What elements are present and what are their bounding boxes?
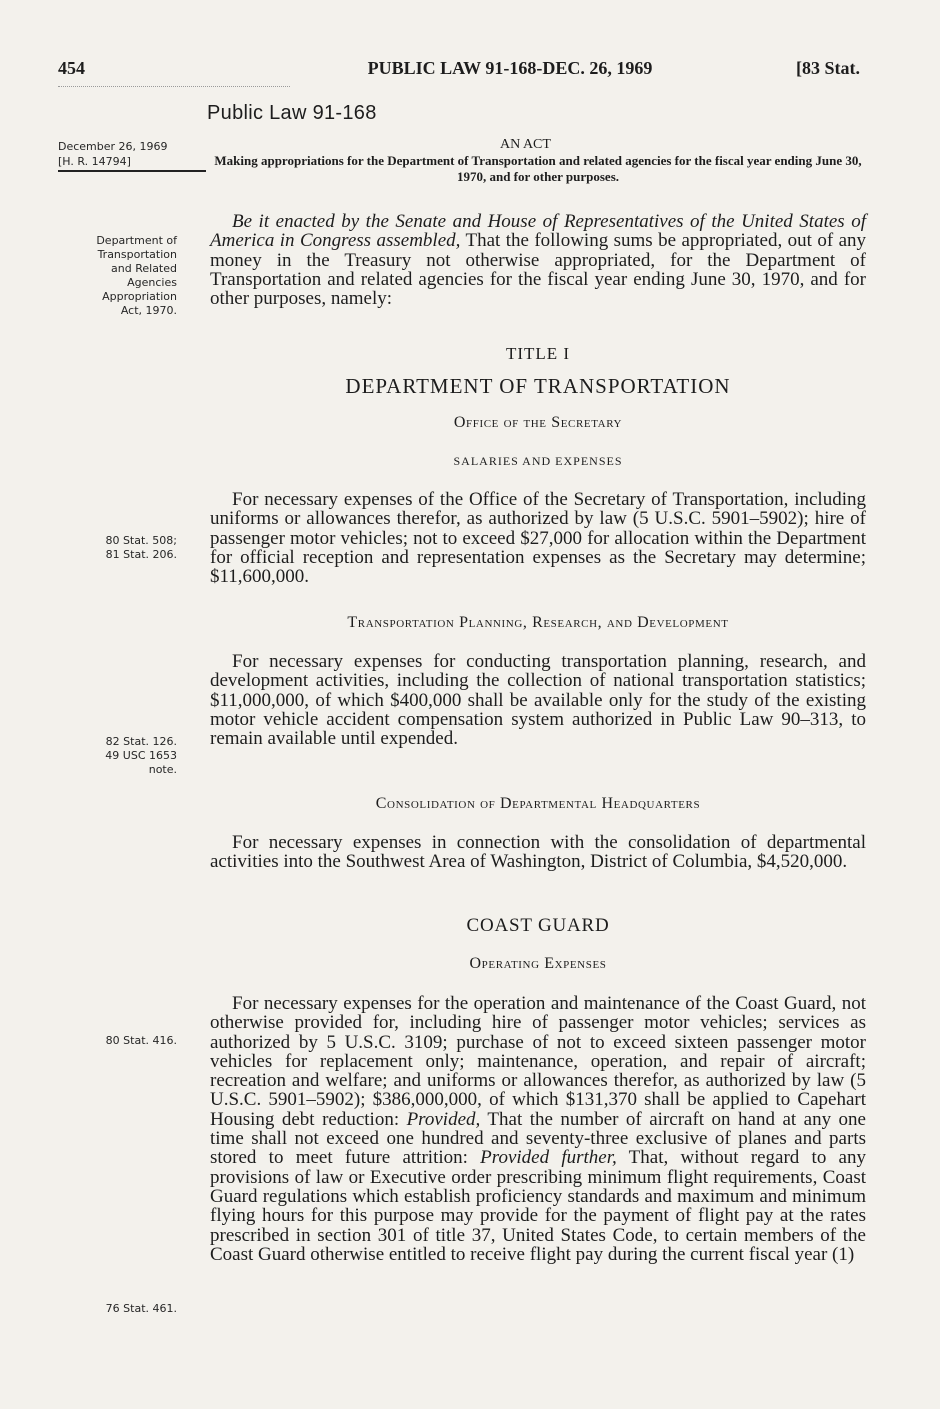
law-title: Public Law 91-168: [207, 102, 377, 124]
department-heading: DEPARTMENT OF TRANSPORTATION: [345, 374, 731, 398]
coast-guard-text-a: For necessary expenses for the operation and maintenance of the Coast Guard, not otherwise provided for, including hire of passenger motor vehicles; services as authorized by 5 U.S.C. 3109; purchase of not to exceed sixteen passenger motor vehicles for replacement only; maintenance, operation, and repair of aircraft; recreation and welfare; and uniforms or allowances therefor, as authorized by law (5 U.S.C. 5901–5902); $386,000,000, of which $131,370 shall be applied to Capehart Housing debt reduction:: [210, 993, 866, 1130]
planning-heading: Transportation Planning, Research, and Development: [347, 614, 729, 631]
paragraph-coast-guard: [210, 994, 866, 1264]
act-date: December 26, 1969: [58, 140, 168, 153]
salaries-heading: SALARIES AND EXPENSES: [453, 454, 623, 468]
margin-line: Transportation: [97, 248, 177, 261]
header-rule: [58, 86, 290, 88]
margin-line: 49 USC 1653: [105, 749, 177, 762]
act-description: Making appropriations for the Department of Transportation and related agencies for the fiscal year ending June 30, 1970, and for other purposes.: [214, 153, 862, 184]
margin-line: Appropriation: [102, 290, 177, 303]
office-secretary-heading: Office of the Secretary: [453, 414, 623, 431]
margin-line: 80 Stat. 508;: [105, 534, 177, 547]
an-act-label: AN ACT: [500, 137, 551, 152]
margin-note-coastguard-1: 80 Stat. 416.: [105, 1034, 177, 1047]
paragraph-secretary: For necessary expenses of the Office of the Secretary of Transportation, including uniforms or allowances therefor, as authorized by law (5 U.S.C. 5901–5902); hire of passenger motor vehicles; not to exceed $27,000 for allocation within the Department for official reception and representation expenses as the Secretary may determine; $11,600,000.: [210, 489, 866, 588]
provided-italic: Provided,: [406, 1108, 481, 1130]
margin-line: note.: [148, 763, 177, 776]
stat-reference: [83 Stat.: [796, 58, 860, 78]
consolidation-heading: Consolidation of Departmental Headquarters: [375, 795, 701, 812]
paragraph-consolidation: For necessary expenses in connection with the consolidation of departmental activities into the Southwest Area of Washington, District of Columbia, $4,520,000.: [210, 832, 866, 873]
coast-guard-heading: COAST GUARD: [466, 915, 610, 936]
margin-line: and Related: [111, 262, 177, 275]
margin-line: Department of: [96, 234, 177, 247]
title-heading: TITLE I: [505, 344, 571, 363]
operating-expenses-heading: Operating Expenses: [469, 955, 607, 972]
margin-note-planning: [52, 735, 177, 777]
provided-further-italic: Provided further,: [480, 1147, 617, 1169]
margin-note-short-title: [52, 234, 177, 318]
date-underline: [58, 170, 206, 172]
enacting-italic: Be it enacted by the Senate and House of Representatives of the United States of America in Congress assembled,: [210, 211, 866, 252]
margin-line: Act, 1970.: [120, 304, 177, 317]
margin-line: 81 Stat. 206.: [105, 548, 177, 561]
margin-note-coastguard-2: 76 Stat. 461.: [105, 1302, 177, 1315]
running-title: PUBLIC LAW 91-168-DEC. 26, 1969: [367, 58, 653, 78]
margin-line: Agencies: [127, 276, 177, 289]
enacting-clause: [210, 212, 866, 308]
margin-line: 82 Stat. 126.: [105, 735, 177, 748]
page-number: 454: [58, 58, 85, 78]
coast-guard-text-c: That, without regard to any provisions of law or Executive order prescribing minimum flight requirements, Coast Guard regulations which establish proficiency standards and maximum and minimum flying hours for this purpose may provide for the payment of flight pay at the rates prescribed in section 301 of title 37, United States Code, to certain members of the Coast Guard otherwise entitled to receive flight pay during the current fiscal year (1): [210, 1147, 866, 1265]
margin-note-secretary: [52, 534, 177, 562]
bill-number: [H. R. 14794]: [58, 155, 131, 168]
paragraph-planning: For necessary expenses for conducting transportation planning, research, and development activities, including the collection of national transportation statistics; $11,000,000, of which $400,000 shall be available only for the study of the existing motor vehicle accident compensation system authorized in Public Law 90–313, to remain available until expended.: [210, 651, 866, 750]
coast-guard-text-b: That the number of aircraft on hand at any one time shall not exceed one hundred and seventy-three exclusive of planes and parts stored to meet future attrition:: [210, 1108, 866, 1169]
enacting-text: That the following sums be appropriated, out of any money in the Treasury not otherwise appropriated, for the Department of Transportation and related agencies for the fiscal year ending June 30, 1970, and for other purposes, namely:: [210, 230, 867, 310]
